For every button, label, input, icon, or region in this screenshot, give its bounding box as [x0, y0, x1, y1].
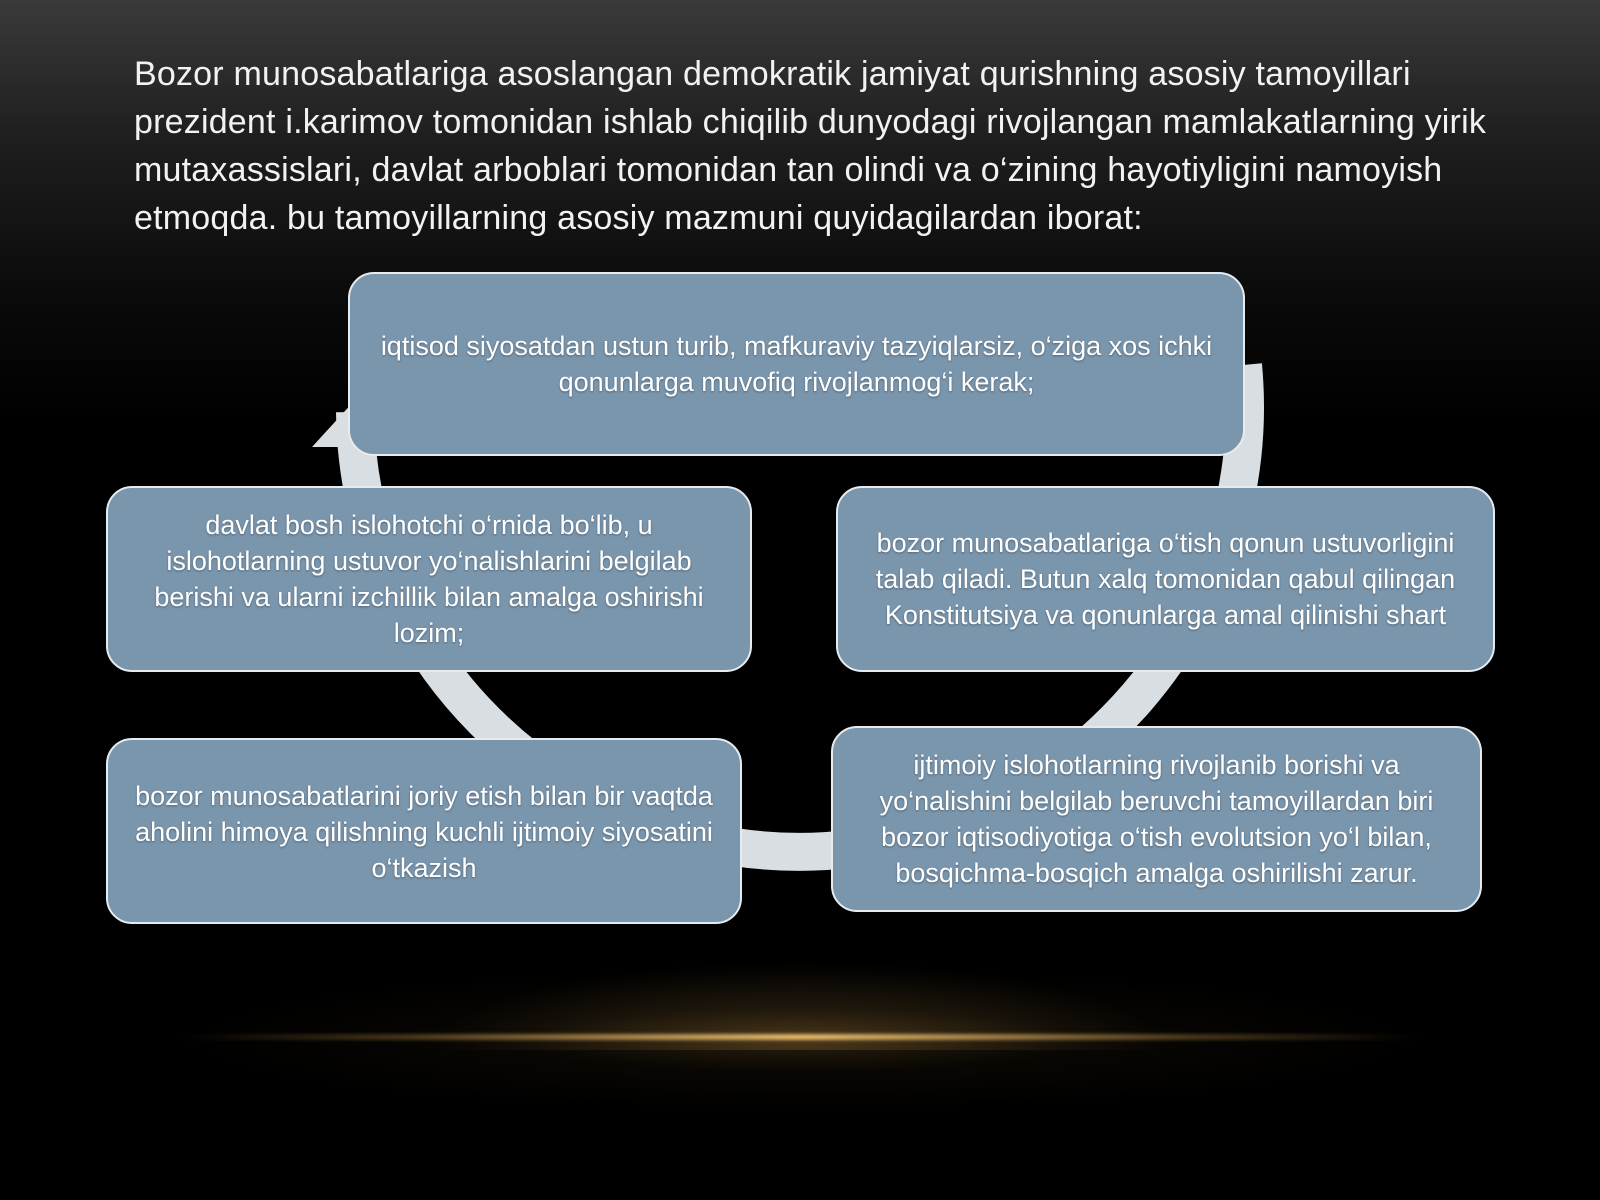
cycle-item-3-text: ijtimoiy islohotlarning rivojlanib borishi va yo‘nalishini belgilab beruvchi tamoyillardan biri bozor iqtisodiyotiga o‘tish evolutsion yo‘l bilan, bosqichma-bosqich amalga oshirilishi zarur. [879, 750, 1434, 888]
cycle-item-1-text: iqtisod siyosatdan ustun turib, mafkuraviy tazyiqlarsiz, o‘ziga xos ichki qonunlarga muvofiq rivojlanmog‘i kerak; [380, 331, 1213, 397]
cycle-item-3 [831, 726, 1482, 912]
intro-paragraph: Bozor munosabatlariga asoslangan demokratik jamiyat qurishning asosiy tamoyillari prezident i.karimov tomonidan ishlab chiqilib dunyodagi rivojlangan mamlakatlarning yirik mutaxassislari, davlat arboblari tomonidan tan olindi va o‘zining hayotiyligini namoyish etmoqda. bu tamoyillarning asosiy mazmuni quyidagilardan iborat: [134, 55, 1487, 237]
cycle-item-4-text: bozor munosabatlarini joriy etish bilan bir vaqtda aholini himoya qilishning kuchli ijtimoiy siyosatini o‘tkazish [135, 781, 713, 883]
cycle-item-5 [106, 486, 752, 672]
cycle-item-5-text: davlat bosh islohotchi o‘rnida bo‘lib, u islohotlarning ustuvor yo‘nalishlarini belgilab berishi va ularni izchillik bilan amalga oshirishi lozim; [154, 510, 704, 648]
cycle-item-2 [836, 486, 1495, 672]
cycle-item-1 [348, 272, 1245, 456]
cycle-item-4 [106, 738, 742, 924]
cycle-item-2-text: bozor munosabatlariga o‘tish qonun ustuvorligini talab qiladi. Butun xalq tomonidan qabul qilingan Konstitutsiya va qonunlarga amal qilinishi shart [875, 528, 1456, 630]
